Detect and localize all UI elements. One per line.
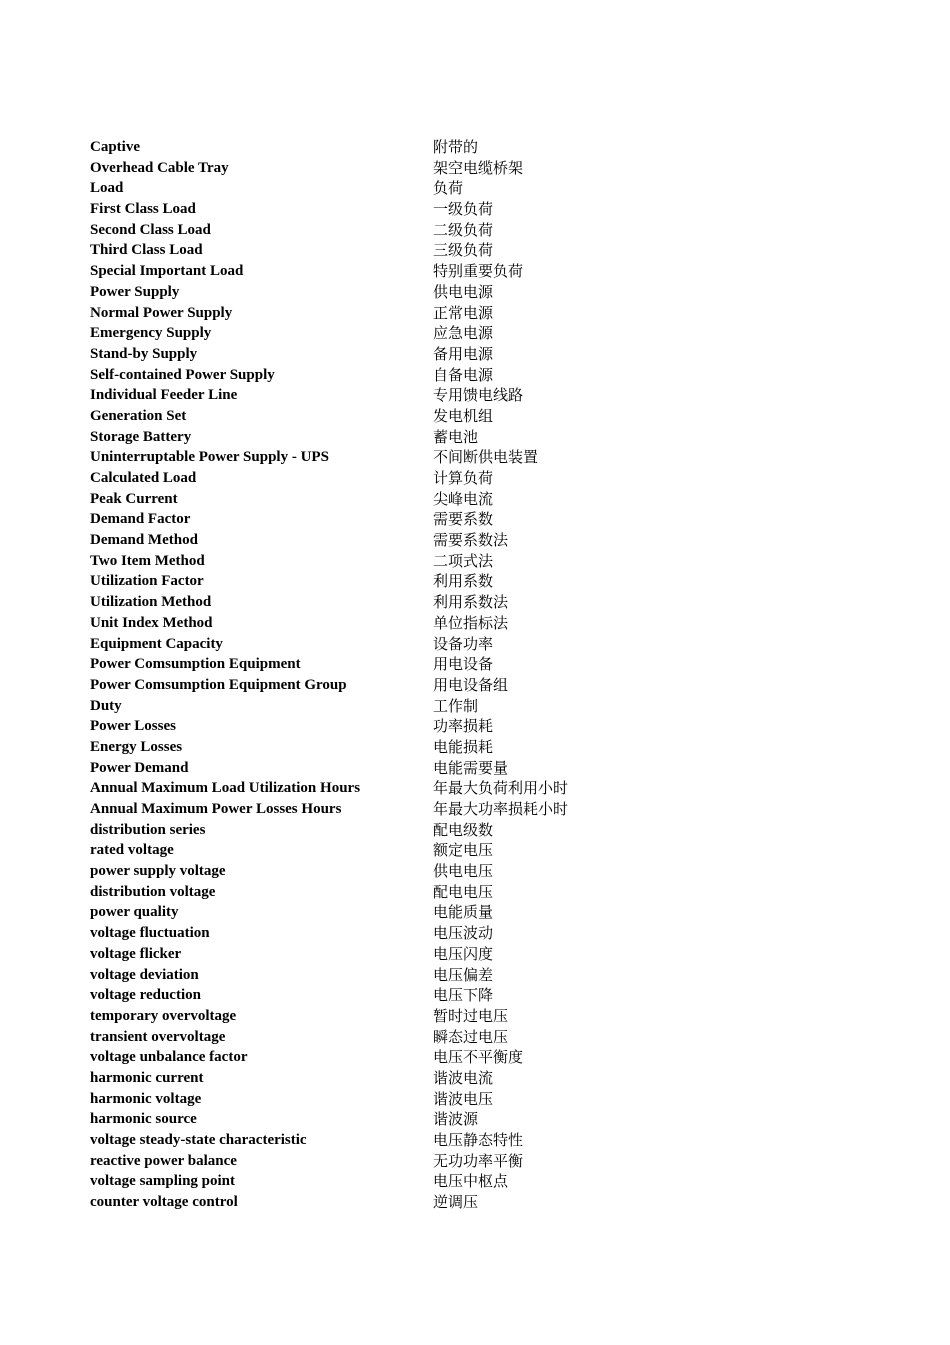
chinese-term: 用电设备组	[433, 675, 509, 694]
english-term: power supply voltage	[90, 863, 226, 880]
glossary-row	[90, 634, 650, 655]
glossary-row	[90, 1047, 650, 1068]
english-term: Power Demand	[90, 759, 189, 776]
glossary-row	[90, 468, 650, 489]
chinese-term: 暂时过电压	[433, 1006, 509, 1025]
chinese-term: 供电电压	[433, 862, 494, 881]
chinese-term: 电能需要量	[433, 758, 509, 777]
glossary-row	[90, 716, 650, 737]
glossary-row	[90, 261, 650, 282]
chinese-term: 二级负荷	[433, 220, 494, 239]
chinese-term: 架空电缆桥架	[433, 158, 524, 177]
glossary-row	[90, 799, 650, 820]
english-term: power quality	[90, 904, 179, 921]
glossary-row	[90, 551, 650, 572]
english-term: Load	[90, 180, 124, 197]
chinese-term: 配电电压	[433, 882, 494, 901]
glossary-row	[90, 1192, 650, 1213]
chinese-term: 电能质量	[433, 903, 494, 922]
chinese-term: 供电电源	[433, 282, 494, 301]
glossary-row	[90, 882, 650, 903]
glossary-row	[90, 613, 650, 634]
chinese-term: 电压闪度	[433, 944, 494, 963]
glossary-row	[90, 1171, 650, 1192]
chinese-term: 发电机组	[433, 406, 494, 425]
glossary-row	[90, 985, 650, 1006]
english-term: Uninterruptable Power Supply - UPS	[90, 449, 329, 466]
chinese-term: 无功功率平衡	[433, 1151, 524, 1170]
glossary-row	[90, 178, 650, 199]
chinese-term: 用电设备	[433, 655, 494, 674]
glossary-row	[90, 199, 650, 220]
chinese-term: 一级负荷	[433, 200, 494, 219]
chinese-term: 逆调压	[433, 1193, 479, 1212]
glossary-row	[90, 509, 650, 530]
english-term: Self-contained Power Supply	[90, 366, 275, 383]
glossary-row	[90, 778, 650, 799]
glossary-row	[90, 1109, 650, 1130]
glossary-row	[90, 944, 650, 965]
glossary-row	[90, 1068, 650, 1089]
chinese-term: 电压偏差	[433, 965, 494, 984]
english-term: Power Comsumption Equipment	[90, 656, 301, 673]
chinese-term: 不间断供电装置	[433, 448, 539, 467]
glossary-row	[90, 365, 650, 386]
english-term: Equipment Capacity	[90, 635, 223, 652]
english-term: Emergency Supply	[90, 325, 212, 342]
english-term: Peak Current	[90, 490, 178, 507]
glossary-row	[90, 240, 650, 261]
english-term: Energy Losses	[90, 738, 183, 755]
glossary-row	[90, 675, 650, 696]
english-term: First Class Load	[90, 201, 196, 218]
glossary-row	[90, 654, 650, 675]
english-term: Normal Power Supply	[90, 304, 233, 321]
glossary-row	[90, 737, 650, 758]
glossary-row	[90, 758, 650, 779]
glossary-row	[90, 447, 650, 468]
english-term: Generation Set	[90, 407, 187, 424]
chinese-term: 电压静态特性	[433, 1131, 524, 1149]
english-term: harmonic source	[90, 1111, 197, 1128]
glossary-row	[90, 1151, 650, 1172]
english-term: Captive	[90, 139, 140, 155]
glossary-row	[90, 489, 650, 510]
chinese-term: 利用系数法	[433, 593, 509, 612]
english-term: Power Supply	[90, 283, 180, 300]
english-term: Stand-by Supply	[90, 345, 198, 362]
chinese-term: 年最大负荷利用小时	[433, 779, 569, 798]
glossary-row	[90, 385, 650, 406]
glossary-row	[90, 220, 650, 241]
chinese-term: 配电级数	[433, 820, 494, 839]
chinese-term: 电压中枢点	[433, 1172, 509, 1191]
glossary-row	[90, 427, 650, 448]
english-term: harmonic current	[90, 1069, 204, 1086]
chinese-term: 备用电源	[433, 344, 494, 363]
english-term: voltage steady-state characteristic	[90, 1132, 307, 1148]
english-term: voltage reduction	[90, 987, 201, 1004]
glossary-row	[90, 1089, 650, 1110]
glossary-row	[90, 303, 650, 324]
chinese-term: 负荷	[433, 179, 464, 198]
english-term: counter voltage control	[90, 1194, 238, 1211]
chinese-term: 额定电压	[433, 841, 494, 860]
chinese-term: 年最大功率损耗小时	[433, 800, 569, 818]
chinese-term: 谐波电流	[433, 1068, 494, 1087]
glossary-row	[90, 840, 650, 861]
chinese-term: 工作制	[433, 696, 479, 715]
glossary-row	[90, 923, 650, 944]
english-term: Power Losses	[90, 718, 176, 735]
chinese-term: 附带的	[433, 138, 479, 156]
english-term: Utilization Method	[90, 594, 212, 611]
chinese-term: 专用馈电线路	[433, 386, 524, 405]
english-term: voltage flicker	[90, 945, 182, 962]
english-term: transient overvoltage	[90, 1028, 226, 1045]
english-term: voltage deviation	[90, 966, 199, 983]
english-term: rated voltage	[90, 842, 174, 859]
chinese-term: 电压波动	[433, 924, 494, 943]
chinese-term: 单位指标法	[433, 613, 509, 632]
english-term: Unit Index Method	[90, 614, 213, 631]
chinese-term: 三级负荷	[433, 241, 494, 260]
english-term: reactive power balance	[90, 1152, 237, 1169]
chinese-term: 谐波源	[433, 1110, 479, 1129]
english-term: Demand Factor	[90, 511, 191, 528]
glossary-row	[90, 1027, 650, 1048]
chinese-term: 瞬态过电压	[433, 1027, 509, 1046]
glossary-row	[90, 323, 650, 344]
glossary-row	[90, 158, 650, 179]
english-term: Individual Feeder Line	[90, 387, 238, 404]
english-term: distribution series	[90, 821, 206, 838]
english-term: voltage fluctuation	[90, 925, 210, 942]
english-term: Special Important Load	[90, 263, 244, 280]
english-term: Annual Maximum Power Losses Hours	[90, 801, 342, 817]
english-term: Demand Method	[90, 532, 198, 549]
english-term: Duty	[90, 697, 122, 714]
glossary-row	[90, 137, 650, 158]
chinese-term: 电能损耗	[433, 737, 494, 756]
glossary-row	[90, 902, 650, 923]
chinese-term: 自备电源	[433, 365, 494, 384]
chinese-term: 利用系数	[433, 572, 494, 591]
glossary-row	[90, 1006, 650, 1027]
chinese-term: 设备功率	[433, 634, 494, 653]
glossary-row	[90, 1130, 650, 1151]
glossary-row	[90, 592, 650, 613]
glossary-row	[90, 696, 650, 717]
chinese-term: 计算负荷	[433, 469, 494, 487]
chinese-term: 二项式法	[433, 551, 494, 570]
chinese-term: 谐波电压	[433, 1089, 494, 1108]
chinese-term: 正常电源	[433, 303, 494, 322]
english-term: Calculated Load	[90, 470, 197, 486]
chinese-term: 尖峰电流	[433, 489, 494, 508]
english-term: Annual Maximum Load Utilization Hours	[90, 780, 361, 797]
glossary-row	[90, 406, 650, 427]
chinese-term: 需要系数法	[433, 531, 509, 550]
glossary-row	[90, 861, 650, 882]
english-term: Third Class Load	[90, 242, 203, 259]
glossary-row	[90, 571, 650, 592]
chinese-term: 蓄电池	[433, 427, 479, 446]
chinese-term: 电压不平衡度	[433, 1048, 524, 1067]
english-term: distribution voltage	[90, 883, 216, 900]
english-term: harmonic voltage	[90, 1090, 202, 1107]
chinese-term: 特别重要负荷	[433, 262, 524, 281]
english-term: temporary overvoltage	[90, 1007, 237, 1024]
english-term: Second Class Load	[90, 221, 211, 238]
glossary-row	[90, 344, 650, 365]
chinese-term: 功率损耗	[433, 717, 494, 736]
english-term: Power Comsumption Equipment Group	[90, 676, 347, 693]
english-term: voltage unbalance factor	[90, 1049, 248, 1066]
english-term: Overhead Cable Tray	[90, 159, 229, 176]
glossary-row	[90, 530, 650, 551]
english-term: Storage Battery	[90, 428, 192, 445]
chinese-term: 需要系数	[433, 510, 494, 529]
glossary-row	[90, 965, 650, 986]
chinese-term: 电压下降	[433, 986, 494, 1005]
glossary-table	[90, 137, 650, 1213]
chinese-term: 应急电源	[433, 324, 494, 343]
glossary-row	[90, 820, 650, 841]
english-term: Utilization Factor	[90, 573, 204, 590]
glossary-row	[90, 282, 650, 303]
english-term: Two Item Method	[90, 552, 205, 569]
english-term: voltage sampling point	[90, 1173, 236, 1190]
